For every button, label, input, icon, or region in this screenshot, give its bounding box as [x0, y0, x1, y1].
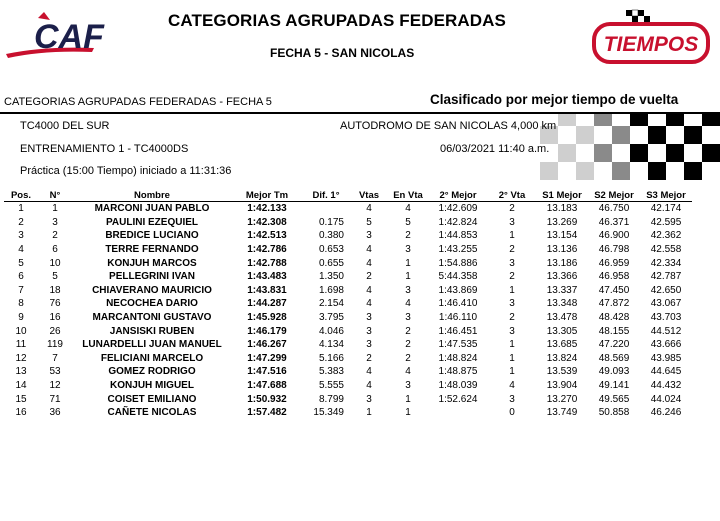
- table-row: [4, 270, 692, 284]
- col-gap-cell: 0.653: [318, 244, 344, 256]
- col-gap-cell: 5.555: [318, 380, 344, 392]
- col-s1-cell: 13.685: [546, 339, 578, 351]
- col-best-time-cell: 1:42.308: [247, 216, 287, 228]
- checker-square: [666, 114, 684, 126]
- col-number-cell: 12: [49, 380, 61, 392]
- col-s1-header: S1 Mejor: [542, 189, 582, 201]
- table-row: [4, 406, 692, 420]
- checker-square: [630, 144, 648, 162]
- col-s3-cell: 43.985: [650, 352, 682, 364]
- col-on-lap-cell: 4: [405, 366, 411, 378]
- col-pos-cell: 15: [15, 393, 27, 405]
- checker-square: [594, 114, 612, 126]
- col-number-cell: 26: [49, 325, 61, 337]
- col-name-cell: LUNARDELLI JUAN MANUEL: [82, 339, 222, 351]
- col-second-lap-cell: 2: [509, 244, 515, 256]
- col-on-lap-cell: 2: [405, 352, 411, 364]
- col-number-cell: 5: [52, 271, 58, 283]
- col-s2-cell: 47.872: [598, 298, 630, 310]
- col-s3-cell: 42.174: [650, 203, 682, 215]
- col-laps-cell: 4: [366, 366, 372, 378]
- col-number-cell: 1: [52, 203, 58, 215]
- col-s1-cell: 13.183: [546, 203, 578, 215]
- table-row: [4, 338, 692, 352]
- checker-square: [558, 144, 576, 162]
- col-best-time-cell: 1:43.831: [247, 284, 287, 296]
- col-number-cell: 16: [49, 312, 61, 324]
- col-second-best-cell: 1:42.609: [438, 203, 478, 215]
- col-second-lap-cell: 0: [509, 407, 515, 419]
- col-gap-cell: [302, 202, 350, 216]
- table-row: [4, 284, 692, 298]
- col-second-lap-cell: 1: [509, 352, 515, 364]
- col-on-lap-cell: 1: [405, 393, 411, 405]
- col-laps-header: Vtas: [358, 189, 380, 201]
- table-row: [4, 311, 692, 325]
- col-gap-cell: 3.795: [318, 312, 344, 324]
- col-s3-cell: 42.334: [650, 257, 682, 269]
- col-laps-cell: 4: [366, 380, 372, 392]
- col-s3-cell: 42.362: [650, 230, 682, 242]
- col-s2-cell: 47.220: [598, 339, 630, 351]
- col-best-time-cell: 1:42.786: [247, 244, 287, 256]
- col-name-cell: MARCANTONI GUSTAVO: [92, 312, 212, 324]
- col-name-cell: KONJUH MARCOS: [107, 257, 197, 269]
- checker-square: [648, 162, 666, 180]
- col-s1-cell: 13.269: [546, 216, 578, 228]
- col-laps-cell: 2: [366, 271, 372, 283]
- col-pos-cell: 8: [18, 298, 24, 310]
- table-row: [4, 229, 692, 243]
- tiempos-logo: [592, 8, 710, 64]
- col-number-cell: 53: [49, 366, 61, 378]
- table-row: [4, 202, 692, 216]
- col-second-best-cell: 1:42.824: [438, 216, 478, 228]
- col-name-cell: GOMEZ RODRIGO: [108, 366, 196, 378]
- col-best-time-cell: 1:47.516: [247, 366, 287, 378]
- col-second-lap-cell: 3: [509, 298, 515, 310]
- col-s2-cell: 49.093: [598, 366, 630, 378]
- col-second-lap-cell: 2: [509, 271, 515, 283]
- col-s2-cell: 47.450: [598, 284, 630, 296]
- col-second-lap-cell: 3: [509, 393, 515, 405]
- col-gap-cell: 4.046: [318, 325, 344, 337]
- col-second-lap-cell: 3: [509, 216, 515, 228]
- col-on-lap-cell: 1: [405, 407, 411, 419]
- page-subtitle: FECHA 5 - SAN NICOLAS: [270, 46, 415, 60]
- col-second-best-cell: 1:43.255: [438, 244, 478, 256]
- col-best-time-cell: 1:47.688: [247, 380, 287, 392]
- col-name-cell: FELICIANI MARCELO: [100, 352, 204, 364]
- checker-square: [702, 144, 720, 162]
- col-number-cell: 71: [49, 393, 61, 405]
- col-second-lap-cell: 3: [509, 257, 515, 269]
- col-s1-cell: 13.305: [546, 325, 578, 337]
- checkered-flag-graphic: [540, 114, 720, 180]
- table-row: [4, 243, 692, 257]
- checker-square: [648, 126, 666, 144]
- col-s2-cell: 46.959: [598, 257, 630, 269]
- col-on-lap-cell: 3: [405, 284, 411, 296]
- col-laps-cell: 4: [366, 257, 372, 269]
- category-label: CATEGORIAS AGRUPADAS FEDERADAS - FECHA 5: [4, 96, 272, 108]
- col-number-cell: 119: [47, 339, 63, 351]
- col-laps-cell: 3: [366, 312, 372, 324]
- col-laps-cell: 4: [366, 284, 372, 296]
- col-second-lap-cell: 1: [509, 230, 515, 242]
- col-gap-cell: 1.350: [318, 271, 344, 283]
- col-best-time-cell: 1:45.928: [247, 312, 287, 324]
- col-name-cell: KONJUH MIGUEL: [110, 380, 194, 392]
- circuit-label: AUTODROMO DE SAN NICOLAS 4,000 km: [340, 120, 557, 132]
- checker-square: [558, 114, 576, 126]
- col-s3-cell: 44.432: [650, 380, 682, 392]
- caf-logo-text: CAF: [34, 18, 104, 56]
- col-gap-cell: 1.698: [318, 284, 344, 296]
- col-pos-cell: 5: [18, 257, 24, 269]
- col-best-time-header: Mejor Tm: [245, 189, 289, 201]
- col-gap-cell: 0.380: [318, 230, 344, 242]
- col-s1-cell: 13.186: [546, 257, 578, 269]
- col-gap-header: Dif. 1°: [312, 189, 340, 201]
- col-second-best-cell: 1:46.410: [438, 298, 478, 310]
- col-on-lap-cell: 4: [405, 298, 411, 310]
- col-s1-cell: 13.270: [546, 393, 578, 405]
- col-name-header: Nombre: [134, 189, 170, 201]
- col-number-cell: 10: [49, 257, 61, 269]
- col-s1-cell: 13.337: [546, 284, 578, 296]
- col-s2-cell: 46.750: [598, 203, 630, 215]
- col-second-best-cell: 1:44.853: [438, 230, 478, 242]
- col-second-best-cell: 1:48.039: [438, 380, 478, 392]
- col-laps-cell: 1: [366, 407, 372, 419]
- col-pos-cell: 3: [18, 230, 24, 242]
- table-row: [4, 365, 692, 379]
- col-number-cell: 2: [52, 230, 58, 242]
- col-best-time-cell: 1:46.179: [247, 325, 287, 337]
- col-number-cell: 36: [49, 407, 61, 419]
- col-name-cell: COISET EMILIANO: [107, 393, 197, 405]
- col-second-best-cell: [428, 406, 488, 420]
- col-best-time-cell: 1:42.133: [247, 203, 287, 215]
- col-gap-cell: 4.134: [318, 339, 344, 351]
- col-laps-cell: 4: [366, 298, 372, 310]
- col-on-lap-cell: 3: [405, 312, 411, 324]
- col-pos-cell: 1: [18, 203, 24, 215]
- table-header-row: [4, 189, 692, 202]
- table-row: [4, 216, 692, 230]
- col-name-cell: PAULINI EZEQUIEL: [105, 216, 199, 228]
- col-on-lap-cell: 3: [405, 380, 411, 392]
- practice-info: Práctica (15:00 Tiempo) iniciado a 11:31:36: [20, 165, 232, 177]
- checker-square: [702, 114, 720, 126]
- col-number-cell: 7: [52, 352, 58, 364]
- col-number-cell: 18: [49, 284, 61, 296]
- col-second-best-cell: 1:46.110: [438, 312, 478, 324]
- col-on-lap-cell: 2: [405, 325, 411, 337]
- col-laps-cell: 4: [366, 203, 372, 215]
- col-pos-cell: 11: [15, 339, 27, 351]
- col-second-lap-cell: 2: [509, 312, 515, 324]
- col-second-best-cell: 1:48.824: [438, 352, 478, 364]
- col-number-header: N°: [49, 189, 61, 201]
- col-second-best-cell: 1:46.451: [438, 325, 478, 337]
- col-number-cell: 3: [52, 216, 58, 228]
- col-s3-cell: 44.024: [650, 393, 682, 405]
- checker-square: [576, 126, 594, 144]
- col-second-lap-cell: 1: [509, 284, 515, 296]
- checker-square: [630, 114, 648, 126]
- col-best-time-cell: 1:46.267: [247, 339, 287, 351]
- col-name-cell: CAÑETE NICOLAS: [107, 407, 197, 419]
- col-second-best-cell: 5:44.358: [438, 271, 478, 283]
- col-best-time-cell: 1:42.788: [247, 257, 287, 269]
- col-s2-cell: 50.858: [598, 407, 630, 419]
- col-name-cell: BREDICE LUCIANO: [105, 230, 199, 242]
- col-laps-cell: 2: [366, 352, 372, 364]
- checker-square: [576, 162, 594, 180]
- checker-square: [612, 162, 630, 180]
- col-best-time-cell: 1:50.932: [247, 393, 287, 405]
- col-s3-cell: 43.666: [650, 339, 682, 351]
- col-s3-cell: 46.246: [650, 407, 682, 419]
- col-laps-cell: 3: [366, 325, 372, 337]
- col-s1-cell: 13.749: [546, 407, 578, 419]
- col-gap-cell: 15.349: [313, 407, 344, 419]
- col-s2-cell: 46.900: [598, 230, 630, 242]
- col-s3-cell: 43.067: [650, 298, 682, 310]
- col-pos-cell: 10: [15, 325, 27, 337]
- col-second-lap-cell: 3: [509, 325, 515, 337]
- col-laps-cell: 5: [366, 216, 372, 228]
- col-best-time-cell: 1:57.482: [247, 407, 287, 419]
- col-s1-cell: 13.824: [546, 352, 578, 364]
- col-s2-cell: 46.371: [598, 216, 630, 228]
- col-pos-cell: 13: [15, 366, 27, 378]
- col-s3-cell: 44.645: [650, 366, 682, 378]
- session-date: 06/03/2021 11:40 a.m.: [440, 143, 550, 155]
- col-gap-cell: 5.166: [318, 352, 344, 364]
- col-laps-cell: 3: [366, 339, 372, 351]
- col-name-cell: PELLEGRINI IVAN: [109, 271, 195, 283]
- col-best-time-cell: 1:47.299: [247, 352, 287, 364]
- col-s2-cell: 49.141: [598, 380, 630, 392]
- table-row: [4, 297, 692, 311]
- table-row: [4, 352, 692, 366]
- col-second-best-header: 2° Mejor: [439, 189, 477, 201]
- table-body: [4, 202, 692, 420]
- col-on-lap-cell: 1: [405, 271, 411, 283]
- checker-square: [594, 144, 612, 162]
- col-s1-cell: 13.478: [546, 312, 578, 324]
- checker-square: [684, 162, 702, 180]
- col-laps-cell: 3: [366, 230, 372, 242]
- checker-square: [540, 162, 558, 180]
- col-second-lap-header: 2° Vta: [498, 189, 526, 201]
- results-table: [4, 189, 692, 420]
- col-pos-cell: 4: [18, 244, 24, 256]
- col-second-best-cell: 1:52.624: [438, 393, 478, 405]
- checker-square: [666, 144, 684, 162]
- col-on-lap-cell: 4: [405, 203, 411, 215]
- col-s2-cell: 49.565: [598, 393, 630, 405]
- col-best-time-cell: 1:44.287: [247, 298, 287, 310]
- col-pos-cell: 14: [15, 380, 27, 392]
- col-on-lap-cell: 5: [405, 216, 411, 228]
- col-second-lap-cell: 4: [509, 380, 515, 392]
- col-second-best-cell: 1:54.886: [438, 257, 478, 269]
- col-s1-cell: 13.539: [546, 366, 578, 378]
- col-on-lap-header: En Vta: [393, 189, 423, 201]
- col-second-best-cell: 1:48.875: [438, 366, 478, 378]
- col-on-lap-cell: 3: [405, 244, 411, 256]
- col-pos-cell: 12: [15, 352, 27, 364]
- col-s2-cell: 48.428: [598, 312, 630, 324]
- page-title: CATEGORIAS AGRUPADAS FEDERADAS: [168, 11, 506, 30]
- col-name-cell: CHIAVERANO MAURICIO: [92, 284, 212, 296]
- col-s1-cell: 13.154: [546, 230, 578, 242]
- col-s1-cell: 13.904: [546, 380, 578, 392]
- checker-square: [612, 126, 630, 144]
- col-s2-cell: 46.798: [598, 244, 630, 256]
- col-second-lap-cell: 1: [509, 339, 515, 351]
- col-pos-header: Pos.: [10, 189, 32, 201]
- col-s3-cell: 42.595: [650, 216, 682, 228]
- col-best-time-cell: 1:43.483: [247, 271, 287, 283]
- tiempos-logo-text: TIEMPOS: [603, 33, 699, 56]
- col-s2-header: S2 Mejor: [594, 189, 634, 201]
- class-name: TC4000 DEL SUR: [20, 120, 110, 132]
- table-row: [4, 324, 692, 338]
- col-pos-cell: 16: [15, 407, 27, 419]
- col-name-cell: JANSISKI RUBEN: [109, 325, 195, 337]
- col-pos-cell: 2: [18, 216, 24, 228]
- col-pos-cell: 7: [18, 284, 24, 296]
- col-s2-cell: 46.958: [598, 271, 630, 283]
- col-pos-cell: 6: [18, 271, 24, 283]
- col-s2-cell: 48.155: [598, 325, 630, 337]
- col-gap-cell: 0.655: [318, 257, 344, 269]
- col-gap-cell: 8.799: [318, 393, 344, 405]
- col-s1-cell: 13.366: [546, 271, 578, 283]
- col-name-cell: MARCONI JUAN PABLO: [94, 203, 210, 215]
- col-s3-cell: 44.512: [650, 325, 682, 337]
- col-second-best-cell: 1:47.535: [438, 339, 478, 351]
- col-laps-cell: 3: [366, 393, 372, 405]
- col-name-cell: TERRE FERNANDO: [105, 244, 199, 256]
- col-s2-cell: 48.569: [598, 352, 630, 364]
- col-second-best-cell: 1:43.869: [438, 284, 478, 296]
- col-name-cell: NECOCHEA DARIO: [106, 298, 198, 310]
- col-best-time-cell: 1:42.513: [247, 230, 287, 242]
- col-on-lap-cell: 1: [405, 257, 411, 269]
- col-pos-cell: 9: [18, 312, 24, 324]
- col-s3-cell: 42.558: [650, 244, 682, 256]
- table-row: [4, 379, 692, 393]
- col-s3-header: S3 Mejor: [646, 189, 686, 201]
- col-on-lap-cell: 2: [405, 230, 411, 242]
- table-row: [4, 392, 692, 406]
- col-second-lap-cell: 2: [509, 203, 515, 215]
- col-number-cell: 76: [49, 298, 61, 310]
- classification-label: Clasificado por mejor tiempo de vuelta: [430, 92, 679, 107]
- col-number-cell: 6: [52, 244, 58, 256]
- session-label: ENTRENAMIENTO 1 - TC4000DS: [20, 143, 189, 155]
- col-laps-cell: 4: [366, 244, 372, 256]
- col-on-lap-cell: 2: [405, 339, 411, 351]
- caf-logo: [4, 8, 144, 60]
- col-gap-cell: 0.175: [318, 216, 344, 228]
- checker-square: [684, 126, 702, 144]
- col-gap-cell: 5.383: [318, 366, 344, 378]
- col-second-lap-cell: 1: [509, 366, 515, 378]
- col-s3-cell: 42.787: [650, 271, 682, 283]
- col-s1-cell: 13.136: [546, 244, 578, 256]
- col-s3-cell: 42.650: [650, 284, 682, 296]
- col-s3-cell: 43.703: [650, 312, 682, 324]
- table-row: [4, 256, 692, 270]
- col-s1-cell: 13.348: [546, 298, 578, 310]
- col-gap-cell: 2.154: [318, 298, 344, 310]
